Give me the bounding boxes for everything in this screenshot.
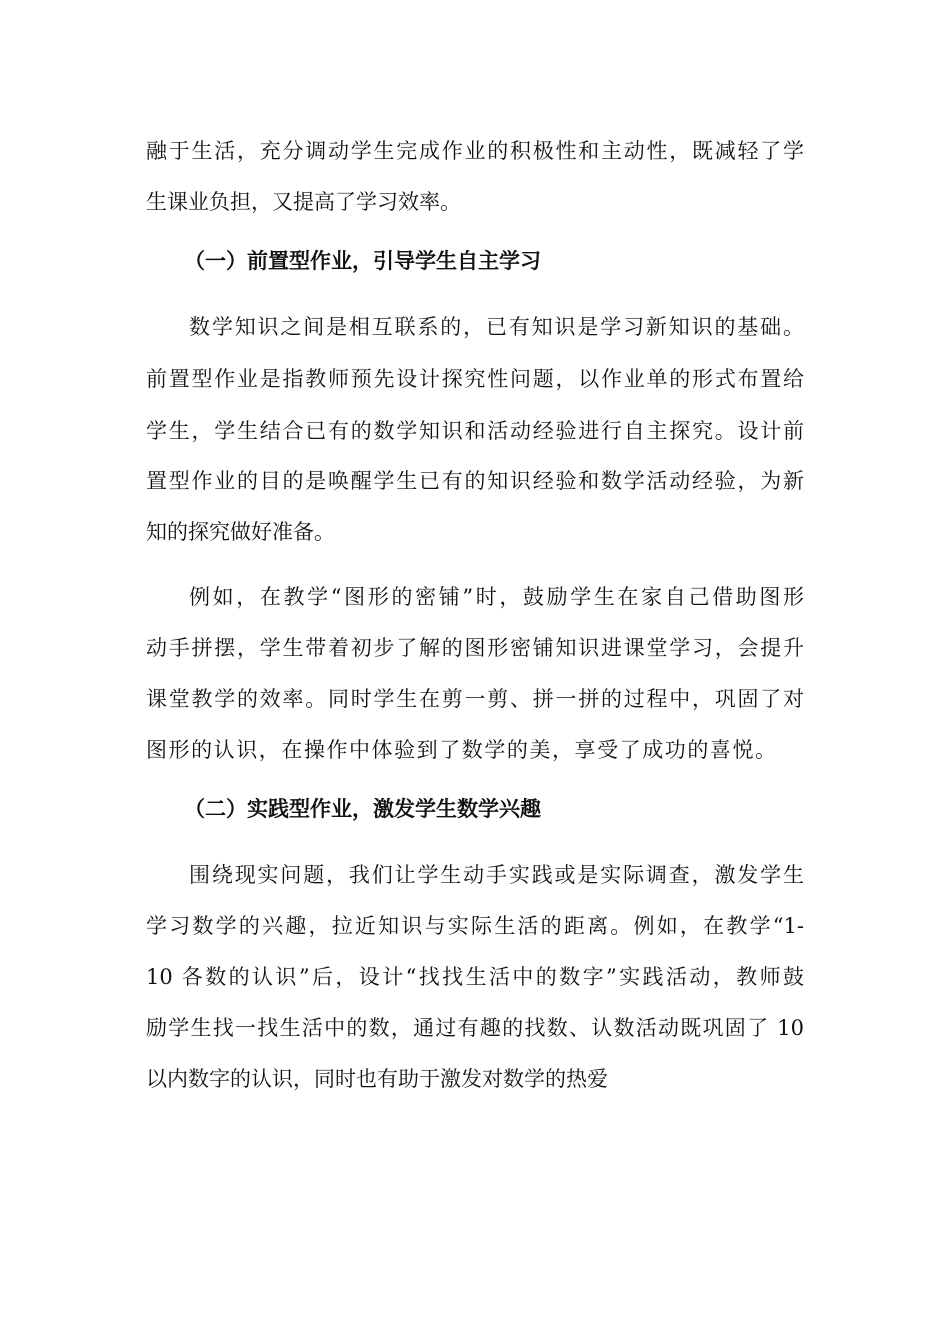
paragraph-3-line-3: 课堂教学的效率。同时学生在剪一剪、拼一拼的过程中，巩固了对 [146,687,804,711]
section-heading-2: （二）实践型作业，激发学生数学兴趣 [184,797,541,821]
paragraph-2-line-2: 前置型作业是指教师预先设计探究性问题，以作业单的形式布置给 [146,367,804,391]
paragraph-2-line-5: 知的探究做好准备。 [146,520,335,544]
paragraph-1-line-2: 生课业负担，又提高了学习效率。 [146,190,461,214]
paragraph-3-line-4: 图形的认识，在操作中体验到了数学的美，享受了成功的喜悦。 [146,738,776,762]
paragraph-5-line-1: 围绕现实问题，我们让学生动手实践或是实际调查，激发学生 [189,863,804,887]
paragraph-2-line-4: 置型作业的目的是唤醒学生已有的知识经验和数学活动经验，为新 [146,469,804,493]
paragraph-5-line-4: 励学生找一找生活中的数，通过有趣的找数、认数活动既巩固了 10 [146,1016,804,1040]
paragraph-3-line-1: 例如，在教学“图形的密铺”时，鼓励学生在家自己借助图形 [189,585,804,609]
paragraph-5-line-3: 10 各数的认识”后，设计“找找生活中的数字”实践活动，教师鼓 [146,965,804,989]
paragraph-2-line-3: 学生，学生结合已有的数学知识和活动经验进行自主探究。设计前 [146,419,804,443]
paragraph-2-line-1: 数学知识之间是相互联系的，已有知识是学习新知识的基础。 [189,315,804,339]
paragraph-1-line-1: 融于生活，充分调动学生完成作业的积极性和主动性，既减轻了学 [146,139,804,163]
paragraph-5-line-5: 以内数字的认识，同时也有助于激发对数学的热爱 [146,1067,608,1091]
section-heading-1: （一）前置型作业，引导学生自主学习 [184,249,541,273]
paragraph-3-line-2: 动手拼摆，学生带着初步了解的图形密铺知识进课堂学习，会提升 [146,636,804,660]
paragraph-5-line-2: 学习数学的兴趣，拉近知识与实际生活的距离。例如，在教学“1- [146,914,804,938]
